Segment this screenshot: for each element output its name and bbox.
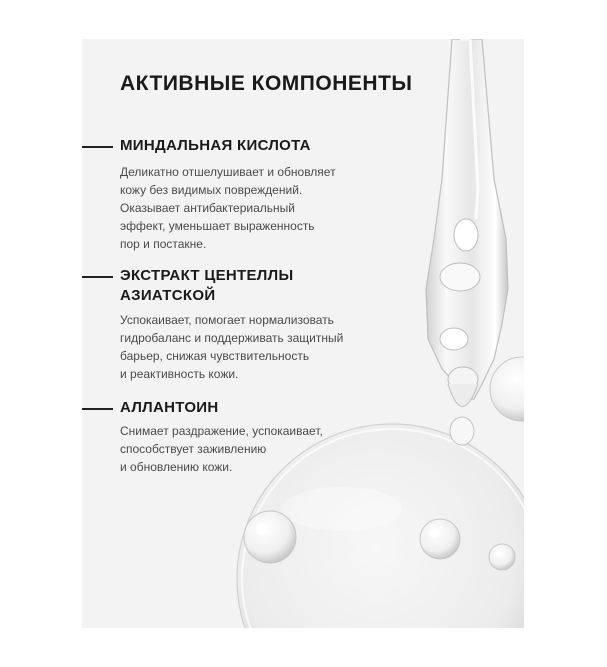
section-dash — [82, 408, 113, 410]
ingredient-description — [120, 163, 336, 253]
section-dash — [82, 276, 113, 278]
ingredient-heading — [120, 266, 293, 306]
description-line: и реактивность кожи. — [120, 367, 239, 381]
description-line: гидробаланс и поддерживать защитный — [120, 331, 344, 345]
description-line: эффект, уменьшает выраженность — [120, 219, 315, 233]
ingredient-heading — [120, 398, 219, 418]
description-line: Оказывает антибактериальный — [120, 201, 295, 215]
heading-line: АЛЛАНТОИН — [120, 399, 219, 416]
description-line: пор и постакне. — [120, 237, 207, 251]
description-line: Деликатно отшелушивает и обновляет — [120, 165, 336, 179]
description-line: Снимает раздражение, успокаивает, — [120, 424, 323, 438]
description-line: способствует заживлению — [120, 442, 267, 456]
ingredient-description — [120, 311, 343, 383]
description-line: Успокаивает, помогает нормализовать — [120, 313, 334, 327]
heading-line: ЭКСТРАКТ ЦЕНТЕЛЛЫ — [120, 267, 294, 284]
description-line: барьер, снижая чувствительность — [120, 349, 310, 363]
description-line: кожу без видимых повреждений. — [120, 183, 303, 197]
heading-line: МИНДАЛЬНАЯ КИСЛОТА — [120, 137, 311, 154]
section-dash — [82, 146, 113, 148]
description-line: и обновлению кожи. — [120, 460, 233, 474]
ingredient-description — [120, 422, 323, 476]
heading-line: АЗИАТСКОЙ — [120, 287, 216, 304]
ingredient-heading — [120, 136, 311, 156]
page-title: АКТИВНЫЕ КОМПОНЕНТЫ — [120, 72, 413, 95]
